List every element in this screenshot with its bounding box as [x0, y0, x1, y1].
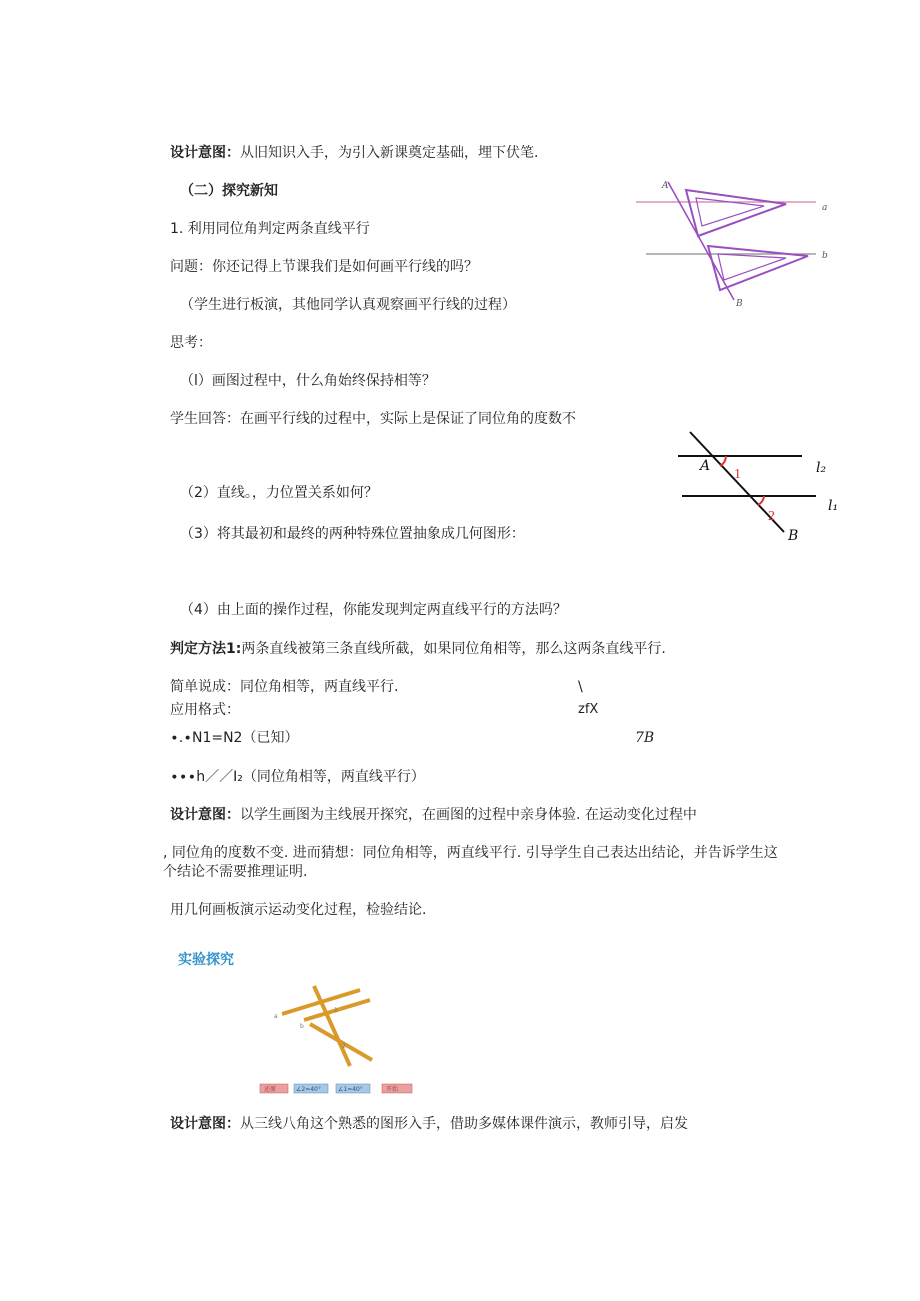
- label-A: A: [662, 181, 669, 191]
- design-intent-label: 设计意图：: [170, 145, 240, 161]
- angle-2-arc: [758, 496, 764, 505]
- design-intent-1: [170, 144, 538, 162]
- label-a: a: [822, 203, 828, 213]
- start-button-label: 开始: [386, 1086, 399, 1093]
- figure-sticks: [258, 980, 428, 1100]
- section-heading: （二）探究新知: [180, 183, 278, 199]
- board-note: （学生进行板演，其他同学认真观察画平行线的过程）: [180, 297, 516, 313]
- figure-set-square: [636, 178, 836, 308]
- reset-button-label: 还原: [264, 1086, 277, 1093]
- question-2: （2）直线。，力位置关系如何？: [180, 485, 378, 501]
- angle-1-button[interactable]: [336, 1084, 370, 1093]
- question-4: （4）由上面的操作过程，你能发现判定两直线平行的方法吗？: [180, 602, 567, 618]
- label-1: 1: [334, 1007, 338, 1014]
- label-2: 2: [342, 1043, 346, 1050]
- demo-text: 用几何画板演示运动变化过程，检验结论.: [170, 902, 427, 918]
- design-intent-2-line2: , 同位角的度数不变. 进而猜想：同位角相等，两直线平行. 引导学生自己表达出结论，并告诉学生这: [163, 845, 778, 861]
- stick-c: [310, 1024, 372, 1060]
- question-text: 问题：你还记得上节课我们是如何画平行线的吗？: [170, 259, 478, 275]
- label-B: B: [736, 299, 743, 309]
- label-b: b: [822, 251, 828, 261]
- label-l1: l₁: [828, 498, 839, 514]
- application-format: 应用格式：: [170, 702, 240, 718]
- student-answer: 学生回答：在画平行线的过程中，实际上是保证了同位角的度数不: [170, 411, 576, 427]
- design-intent-label: 设计意图：: [170, 807, 240, 823]
- because-line: ∙.∙N1=N2（已知）: [170, 730, 299, 746]
- design-intent-2-line3: 个结论不需要推理证明.: [163, 864, 308, 880]
- design-intent-text: 从旧知识入手，为引入新课奠定基础，埋下伏笔.: [240, 145, 539, 161]
- figure-transversal: [676, 426, 856, 546]
- short-statement: 简单说成：同位角相等，两直线平行.: [170, 679, 399, 695]
- label-b: b: [300, 1023, 304, 1030]
- design-intent-text: 从三线八角这个熟悉的图形入手，借助多媒体课件演示，教师引导，启发: [240, 1116, 688, 1132]
- stray-mark-3: 7B: [635, 730, 655, 746]
- design-intent-2: [170, 806, 697, 824]
- label-angle-1: 1: [734, 467, 741, 482]
- therefore-line: ∙∙∙h／／I₂（同位角相等，两直线平行）: [170, 769, 425, 785]
- angle-2-button[interactable]: [294, 1084, 328, 1093]
- design-intent-text: 以学生画图为主线展开探究，在画图的过程中亲身体验. 在运动变化过程中: [240, 807, 697, 823]
- stray-mark-1: \: [578, 679, 583, 695]
- angle-2-button-label: ∠2=40°: [296, 1086, 321, 1093]
- angle-1-arc: [720, 456, 726, 466]
- line-ab: [668, 182, 734, 300]
- question-1: （l）画图过程中，什么角始终保持相等？: [180, 373, 436, 389]
- design-intent-3: [170, 1115, 688, 1133]
- set-square-top: [686, 190, 786, 236]
- label-a: a: [274, 1013, 278, 1020]
- start-button[interactable]: [382, 1084, 412, 1093]
- label-l2: l₂: [816, 460, 827, 476]
- label-angle-2: 2: [768, 509, 775, 524]
- set-square-bottom-inner: [718, 254, 786, 280]
- question-3: （3）将其最初和最终的两种特殊位置抽象成几何图形：: [180, 526, 525, 542]
- experiment-title: 实验探究: [178, 952, 234, 968]
- angle-1-button-label: ∠1=40°: [338, 1086, 363, 1093]
- judgment-method-1: [170, 640, 666, 658]
- reset-button[interactable]: [260, 1084, 288, 1093]
- judgment-method-text: 两条直线被第三条直线所截，如果同位角相等，那么这两条直线平行.: [241, 641, 666, 657]
- judgment-method-label: 判定方法1:: [170, 641, 242, 657]
- label-A: A: [700, 458, 711, 474]
- stray-mark-2: zfX: [578, 702, 599, 717]
- label-B: B: [788, 528, 799, 544]
- design-intent-label: 设计意图：: [170, 1116, 240, 1132]
- think-label: 思考：: [170, 335, 212, 351]
- item-1-title: 1. 利用同位角判定两条直线平行: [170, 221, 370, 237]
